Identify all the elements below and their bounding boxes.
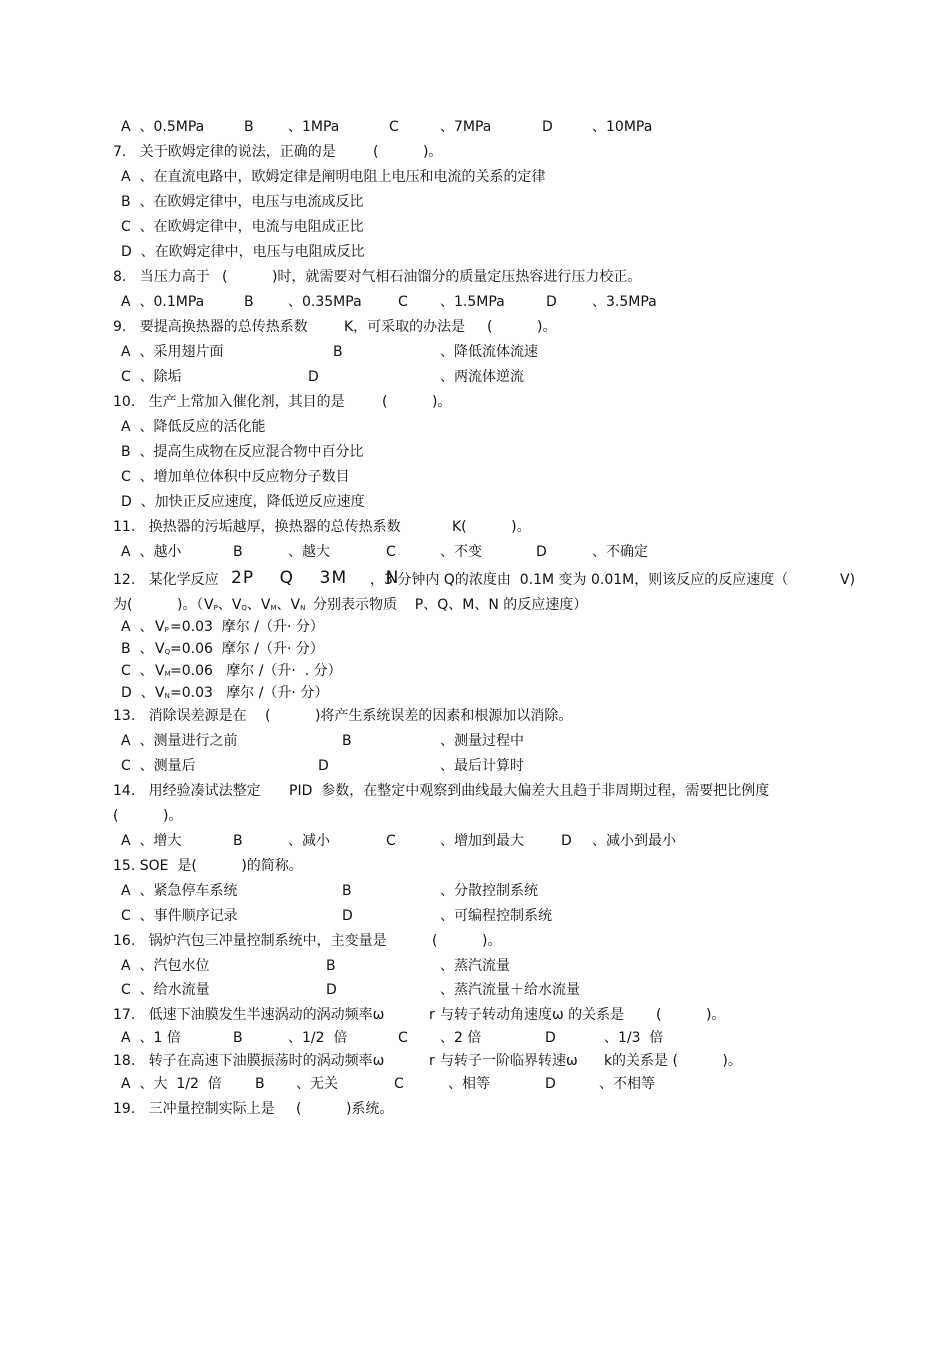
line-8-part-7: 、3.5MPa [592,294,657,310]
line-40-part-3: 、无关 [296,1076,338,1092]
line-39-part-5: 的关系是 ( )。 [612,1053,742,1069]
line-27-part-3: 、最后计算时 [440,758,524,774]
option-rate-var-m: $V_M$ [155,663,171,679]
line-10-part-1: A 、采用翅片面 [121,344,224,360]
line-36-part-3: 、蒸汽流量＋给水流量 [440,982,580,998]
line-21-part-2: =0.03 摩尔 /（升· 分） [170,619,324,635]
line-15-part-1: C 、增加单位体积中反应物分子数目 [121,469,350,485]
line-35-part-1: A 、汽包水位 [121,958,210,974]
line-28-part-2: PID 参数，在整定中观察到曲线最大偏差大且趋于非周期过程，需要把比例度 [289,783,770,799]
line-38-part-1: A 、1 倍 [121,1030,181,1046]
line-18-part-3: 、越大 [288,544,330,560]
line-26-part-3: 、测量过程中 [440,733,524,749]
line-19-part-2: ，3 分钟内 Q的浓度由 0.1M 变为 0.01M，则该反应的反应速度（ [370,572,789,588]
line-9-part-1: 9. 要提高换热器的总传热系数 [113,319,308,335]
line-32-part-2: B [342,883,352,899]
line-3-part-1: A 、在直流电路中，欧姆定律是阐明电阻上电压和电流的关系的定律 [121,169,546,185]
line-23-part-2: =0.06 摩尔 /（升· . 分） [170,663,342,679]
option-rate-var-n: $V_N$ [155,685,170,701]
line-40-part-2: B [255,1076,265,1092]
line-38-part-4: C [398,1030,408,1046]
line-37-part-2: r [429,1007,435,1023]
line-30-part-6: D [561,833,572,849]
line-40-part-5: 、相等 [448,1076,490,1092]
line-1-part-3: 、1MPa [288,119,340,135]
line-9-part-2: K，可采取的办法是 [344,319,466,335]
line-18-part-1: A 、越小 [121,544,182,560]
line-29-part-1: ( )。 [113,808,183,824]
option-rate-var-q: $V_Q$ [155,641,171,657]
line-36-part-1: C 、给水流量 [121,982,210,998]
line-8-part-6: D [546,294,557,310]
line-2-part-1: 7. 关于欧姆定律的说法，正确的是 [113,144,336,160]
line-21-part-1: A 、 [121,619,154,635]
line-8-part-5: 、1.5MPa [440,294,505,310]
line-27-part-1: C 、测量后 [121,758,196,774]
line-17-part-1: 11. 换热器的污垢越厚，换热器的总传热系数 [113,519,401,535]
line-30-part-3: 、减小 [288,833,330,849]
line-26-part-2: B [342,733,352,749]
line-39-part-3: 与转子一阶临界转速ω [440,1053,578,1069]
line-39-part-2: r [429,1053,435,1069]
line-40-part-4: C [394,1076,404,1092]
line-41-part-1: 19. 三冲量控制实际上是 [113,1101,275,1117]
line-2-part-2: ( )。 [373,144,443,160]
line-5-part-1: C 、在欧姆定律中，电流与电阻成正比 [121,219,364,235]
line-39-part-4: k [604,1053,613,1069]
line-30-part-1: A 、增大 [121,833,182,849]
line-9-part-3: ( )。 [487,319,557,335]
line-11-part-3: 、两流体逆流 [440,369,524,385]
line-19-part-1: 12. 某化学反应 [113,572,219,588]
line-34-part-2: ( )。 [432,933,502,949]
line-37-part-4: ( )。 [656,1007,726,1023]
line-36-part-2: D [326,982,337,998]
line-1-part-7: 、10MPa [592,119,653,135]
line-17-part-2: K( )。 [452,519,531,535]
line-22-part-1: B 、 [121,641,154,657]
line-20-part-2: 分别表示物质 P、Q、M、N 的反应速度） [313,597,588,613]
line-30-part-2: B [233,833,243,849]
line-18-part-6: D [536,544,547,560]
line-38-part-6: D [545,1030,556,1046]
line-1-part-2: B [244,119,254,135]
line-32-part-3: 、分散控制系统 [440,883,538,899]
line-4-part-1: B 、在欧姆定律中，电压与电流成反比 [121,194,364,210]
line-18-part-7: 、不确定 [592,544,648,560]
line-38-part-3: 、1/2 倍 [288,1030,348,1046]
line-10-part-3: 、降低流体流速 [440,344,538,360]
line-7-part-2: ( )时，就需要对气相石油馏分的质量定压热容进行压力校正。 [222,269,642,285]
reaction-formula: 2P Q 3M N [231,568,400,588]
line-38-part-5: 、2 倍 [440,1030,482,1046]
line-18-part-5: 、不变 [440,544,482,560]
line-41-part-2: ( )系统。 [296,1101,394,1117]
rate-symbols: $V_P$、$V_Q$、$V_M$、$V_N$ [204,597,306,613]
line-8-part-4: C [398,294,408,310]
line-30-part-7: 、减小到最小 [592,833,676,849]
line-16-part-1: D 、加快正反应速度，降低逆反应速度 [121,494,365,510]
line-30-part-4: C [386,833,396,849]
line-28-part-1: 14. 用经验凑试法整定 [113,783,261,799]
line-25-part-2: ( )将产生系统误差的因素和根源加以消除。 [265,708,573,724]
option-rate-var-p: $V_P$ [155,619,169,635]
line-37-part-3: 与转子转动角速度ω 的关系是 [440,1007,625,1023]
line-31-part-1: 15. SOE 是( )的简称。 [113,858,303,874]
line-25-part-1: 13. 消除误差源是在 [113,708,247,724]
line-12-part-1: 10. 生产上常加入催化剂，其目的是 [113,394,345,410]
line-14-part-1: B 、提高生成物在反应混合物中百分比 [121,444,364,460]
line-23-part-1: C 、 [121,663,154,679]
line-38-part-2: B [233,1030,243,1046]
line-8-part-3: 、0.35MPa [288,294,362,310]
line-33-part-2: D [342,908,353,924]
line-35-part-2: B [326,958,336,974]
line-33-part-1: C 、事件顺序记录 [121,908,238,924]
line-38-part-7: 、1/3 倍 [604,1030,664,1046]
line-40-part-7: 、不相等 [599,1076,655,1092]
line-7-part-1: 8. 当压力高于 [113,269,210,285]
line-32-part-1: A 、紧急停车系统 [121,883,238,899]
line-37-part-1: 17. 低速下油膜发生半速涡动的涡动频率ω [113,1007,385,1023]
line-19-part-3: V) [840,572,856,588]
line-20-part-1: 为( )。（ [113,597,204,613]
line-30-part-5: 、增加到最大 [440,833,524,849]
line-18-part-2: B [233,544,243,560]
line-24-part-2: =0.03 摩尔 /（升· 分） [170,685,329,701]
line-13-part-1: A 、降低反应的活化能 [121,419,266,435]
line-1-part-6: D [542,119,553,135]
line-8-part-1: A 、0.1MPa [121,294,205,310]
line-26-part-1: A 、测量进行之前 [121,733,238,749]
line-10-part-2: B [333,344,343,360]
line-11-part-1: C 、除垢 [121,369,182,385]
line-27-part-2: D [318,758,329,774]
line-40-part-1: A 、大 1/2 倍 [121,1076,222,1092]
line-6-part-1: D 、在欧姆定律中，电压与电阻成反比 [121,244,365,260]
line-40-part-6: D [545,1076,556,1092]
line-1-part-1: A 、0.5MPa [121,119,205,135]
line-35-part-3: 、蒸汽流量 [440,958,510,974]
line-18-part-4: C [386,544,396,560]
line-22-part-2: =0.06 摩尔 /（升· 分） [170,641,324,657]
line-24-part-1: D 、 [121,685,155,701]
line-1-part-5: 、7MPa [440,119,492,135]
line-11-part-2: D [308,369,319,385]
line-39-part-1: 18. 转子在高速下油膜振荡时的涡动频率ω [113,1053,385,1069]
line-12-part-2: ( )。 [382,394,452,410]
line-33-part-3: 、可编程控制系统 [440,908,552,924]
line-8-part-2: B [244,294,254,310]
line-1-part-4: C [389,119,399,135]
line-34-part-1: 16. 锅炉汽包三冲量控制系统中，主变量是 [113,933,387,949]
